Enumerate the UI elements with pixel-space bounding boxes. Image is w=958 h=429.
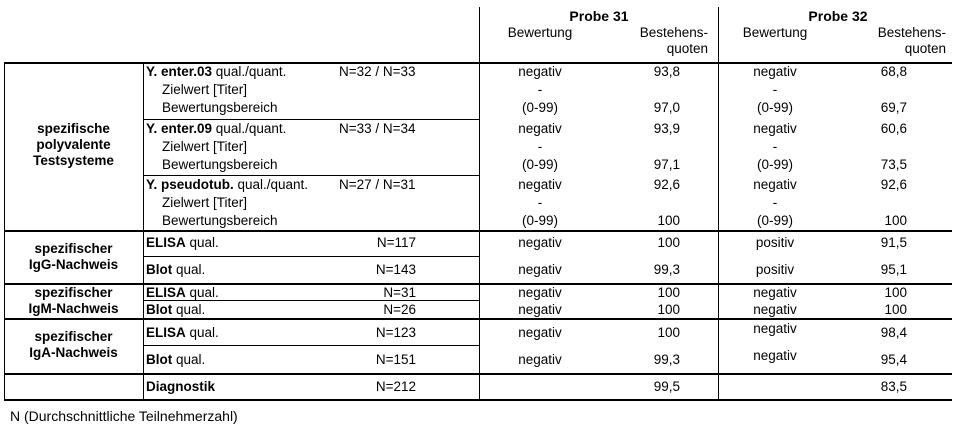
p31-quote: 99,3 [653, 262, 680, 277]
p32-dash: - [772, 82, 778, 97]
test-name: ELISA qual. [146, 325, 219, 340]
p31-bewertung: negativ [518, 302, 562, 317]
participant-count: N=117 [376, 235, 416, 250]
participant-count: N=26 [383, 302, 416, 317]
p32-bewertung: negativ [753, 348, 797, 363]
participant-count: N=151 [375, 352, 416, 367]
probe-31-heading: Probe 31 [569, 8, 629, 24]
p31-quote: 92,6 [653, 177, 680, 192]
p31-bewertung: negativ [518, 121, 562, 136]
test-name: Y. enter.09 qual./quant. [146, 121, 287, 136]
p31-bewertung: negativ [518, 235, 562, 250]
p31-range: (0-99) [521, 213, 558, 228]
p32-bewertung: negativ [753, 64, 797, 79]
participant-count: N=33 / N=34 [339, 121, 416, 136]
p31-range: (0-99) [521, 157, 558, 172]
p32-quote: 60,6 [880, 121, 907, 136]
p31-quote: 100 [657, 285, 680, 300]
divider [143, 345, 479, 346]
p32-quote: 95,4 [880, 352, 907, 367]
divider [4, 399, 952, 401]
bereich-label: Bewertungsbereich [162, 213, 278, 228]
p32-bewertung: positiv [755, 235, 795, 250]
test-name: Blot qual. [146, 302, 206, 317]
col-bewertung-32: Bewertung [742, 25, 808, 40]
p32-bewertung: negativ [753, 121, 797, 136]
p31-bewertung: negativ [518, 262, 562, 277]
p32-quote2: 73,5 [880, 157, 907, 172]
divider [143, 256, 479, 257]
p32-range: (0-99) [756, 100, 793, 115]
test-name: Blot qual. [146, 352, 206, 367]
p31-quote: 99,3 [653, 352, 680, 367]
participant-count: N=123 [375, 325, 416, 340]
col-quoten-31-l1: Bestehens- [639, 25, 708, 40]
p31-range: (0-99) [521, 100, 558, 115]
participant-count: N=32 / N=33 [339, 64, 416, 79]
group-label-igm: spezifischer IgM-Nachweis [28, 285, 119, 316]
test-name: ELISA qual. [146, 285, 219, 300]
col-quoten-31-l2: quoten [666, 41, 708, 56]
bereich-label: Bewertungsbereich [162, 100, 278, 115]
p31-quote2: 97,0 [653, 100, 680, 115]
p32-bewertung: negativ [753, 285, 797, 300]
p31-quote: 100 [657, 235, 680, 250]
divider [4, 318, 952, 320]
p32-quote2: 100 [884, 213, 907, 228]
zielwert-label: Zielwert [Titer] [162, 139, 248, 154]
p31-quote2: 97,1 [653, 157, 680, 172]
divider [4, 230, 952, 232]
divider [143, 175, 479, 176]
p32-quote: 98,4 [880, 325, 907, 340]
p32-quote: 68,8 [880, 64, 907, 79]
p31-dash: - [537, 82, 543, 97]
p31-quote: 93,8 [653, 64, 680, 79]
p31-bewertung: negativ [518, 325, 562, 340]
bereich-label: Bewertungsbereich [162, 157, 278, 172]
p32-quote: 91,5 [880, 235, 907, 250]
group-label-igg: spezifischer IgG-Nachweis [28, 241, 119, 272]
p31-quote: 100 [657, 325, 680, 340]
p31-bewertung: negativ [518, 285, 562, 300]
test-name: Blot qual. [146, 262, 206, 277]
p32-range: (0-99) [756, 157, 793, 172]
col-quoten-32-l2: quoten [904, 41, 946, 56]
group-label-polyvalent: spezifische polyvalente Testsysteme [33, 121, 114, 168]
p32-bewertung: negativ [753, 302, 797, 317]
participant-count: N=27 / N=31 [339, 177, 416, 192]
zielwert-label: Zielwert [Titer] [162, 195, 248, 210]
p31-quote2: 100 [657, 213, 680, 228]
divider [479, 7, 480, 400]
p32-dash: - [772, 139, 778, 154]
participant-count: N=212 [375, 379, 416, 394]
probe-32-heading: Probe 32 [808, 8, 868, 24]
footnote: N (Durchschnittliche Teilnehmerzahl) [10, 408, 238, 424]
p31-dash: - [537, 195, 543, 210]
p32-quote: 100 [884, 302, 907, 317]
p32-quote2: 69,7 [880, 100, 907, 115]
p32-quote: 100 [884, 285, 907, 300]
p31-quote: 100 [657, 302, 680, 317]
p32-quote: 92,6 [880, 177, 907, 192]
p32-dash: - [772, 195, 778, 210]
p31-bewertung: negativ [518, 64, 562, 79]
test-name: Y. enter.03 qual./quant. [146, 64, 287, 79]
p31-dash: - [537, 139, 543, 154]
p31-bewertung: negativ [518, 352, 562, 367]
divider [718, 7, 719, 400]
group-label-iga: spezifischer IgA-Nachweis [29, 329, 118, 360]
p32-bewertung: negativ [753, 321, 797, 336]
col-bewertung-31: Bewertung [507, 25, 573, 40]
divider [4, 373, 952, 375]
p32-range: (0-99) [756, 213, 793, 228]
diagnostik-label: Diagnostik [146, 379, 216, 394]
participant-count: N=143 [375, 262, 416, 277]
zielwert-label: Zielwert [Titer] [162, 82, 248, 97]
p32-bewertung: negativ [753, 177, 797, 192]
p31-bewertung: negativ [518, 177, 562, 192]
test-name: Y. pseudotub. qual./quant. [146, 177, 309, 192]
divider [143, 119, 479, 120]
p32-quote: 83,5 [880, 379, 907, 394]
participant-count: N=31 [383, 285, 416, 300]
p32-bewertung: positiv [755, 262, 795, 277]
p31-quote: 93,9 [653, 121, 680, 136]
p32-quote: 95,1 [880, 262, 907, 277]
p31-quote: 99,5 [653, 379, 680, 394]
col-quoten-32-l1: Bestehens- [877, 25, 946, 40]
test-name: ELISA qual. [146, 235, 219, 250]
